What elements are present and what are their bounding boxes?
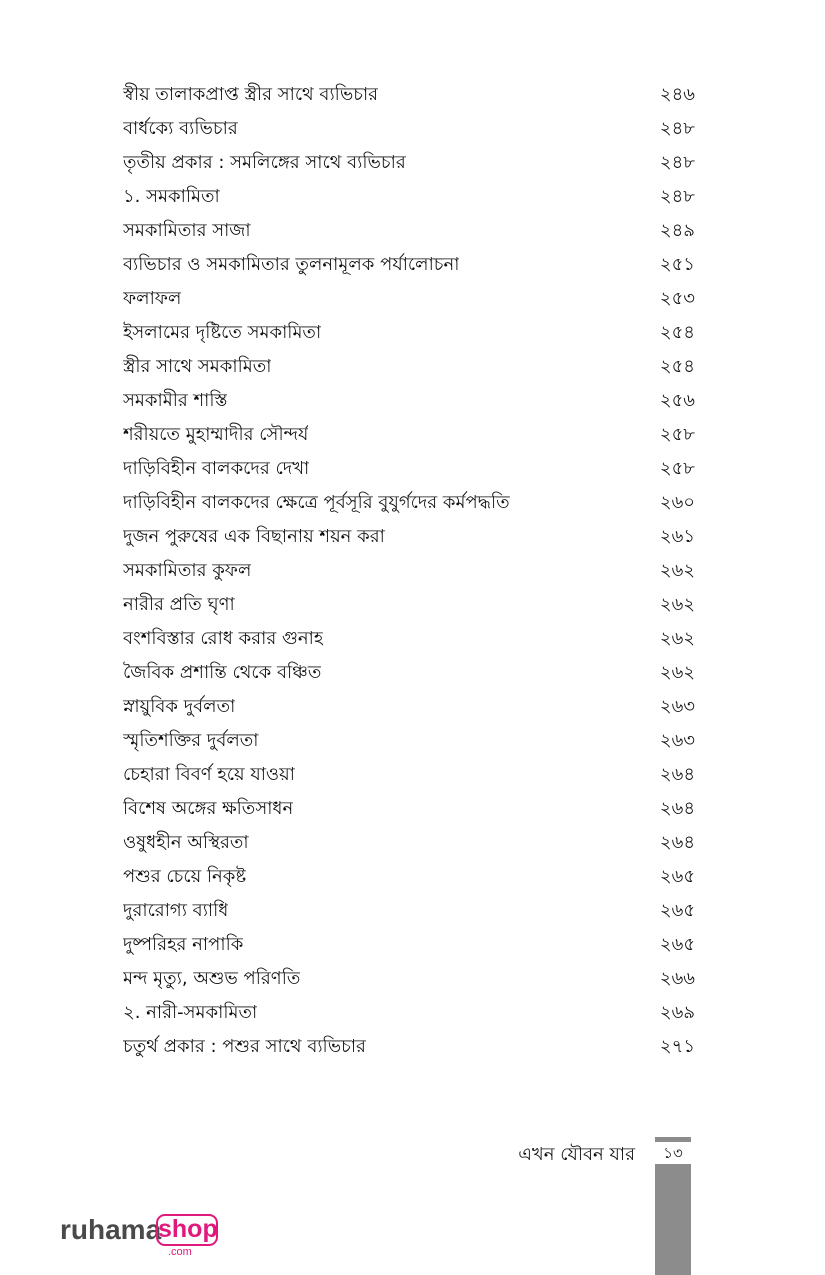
toc-entry-title: চেহারা বিবর্ণ হয়ে যাওয়া xyxy=(123,764,296,785)
toc-entry-title: দুরারোগ্য ব্যাধি xyxy=(123,900,229,921)
toc-entry-title: ১. সমকামিতা xyxy=(123,186,220,207)
toc-entry-title: শরীয়তে মুহাম্মাদীর সৌন্দর্য xyxy=(123,424,309,445)
toc-entry-page: ২৬০ xyxy=(659,492,695,513)
toc-entry-title: দাড়িবিহীন বালকদের ক্ষেত্রে পূর্বসূরি বুযুর্গদের কর্মপদ্ধতি xyxy=(123,492,510,513)
toc-entry-title: পশুর চেয়ে নিকৃষ্ট xyxy=(123,866,247,887)
toc-entry xyxy=(123,690,695,724)
toc-entry-page: ২৬৪ xyxy=(659,832,695,853)
toc-entry-page: ২৬২ xyxy=(659,594,695,615)
toc-entry-page: ২৫৬ xyxy=(659,390,695,411)
toc-entry-page: ২৬৬ xyxy=(659,968,695,989)
table-of-contents xyxy=(123,78,695,1064)
toc-entry-page: ২৬৯ xyxy=(659,1002,695,1023)
toc-entry xyxy=(123,622,695,656)
toc-entry-title: ওষুধহীন অস্থিরতা xyxy=(123,832,249,853)
toc-entry xyxy=(123,418,695,452)
toc-entry-page: ২৫৪ xyxy=(659,356,695,377)
toc-entry-title: তৃতীয় প্রকার : সমলিঙ্গের সাথে ব্যভিচার xyxy=(123,152,406,173)
toc-entry-page: ২৬৫ xyxy=(659,900,695,921)
toc-entry-title: স্নায়ুবিক দুর্বলতা xyxy=(123,696,236,717)
toc-entry-page: ২৫৪ xyxy=(659,322,695,343)
toc-entry-page: ২৭১ xyxy=(659,1036,695,1057)
toc-entry-page: ২৫৩ xyxy=(659,288,695,309)
toc-entry xyxy=(123,214,695,248)
toc-entry-page: ২৪৮ xyxy=(659,186,695,207)
toc-entry xyxy=(123,248,695,282)
toc-entry-page: ২৬৪ xyxy=(659,798,695,819)
logo-text-ruhama: ruhama xyxy=(60,1214,162,1245)
toc-entry-page: ২৬৪ xyxy=(659,764,695,785)
toc-entry xyxy=(123,996,695,1030)
toc-entry xyxy=(123,520,695,554)
toc-entry-page: ২৫১ xyxy=(659,254,695,275)
toc-entry-page: ২৬৫ xyxy=(659,866,695,887)
toc-entry-page: ২৫৮ xyxy=(659,458,695,479)
toc-entry-title: দুষ্পরিহর নাপাকি xyxy=(123,934,244,955)
toc-entry xyxy=(123,350,695,384)
logo-text-shop: shop xyxy=(156,1214,218,1246)
toc-entry-page: ২৬২ xyxy=(659,560,695,581)
toc-entry-title: চতুর্থ প্রকার : পশুর সাথে ব্যভিচার xyxy=(123,1036,366,1057)
toc-entry-title: মন্দ মৃত্যু, অশুভ পরিণতি xyxy=(123,968,301,989)
toc-entry xyxy=(123,588,695,622)
toc-entry-title: সমকামিতার সাজা xyxy=(123,220,251,241)
toc-entry-page: ২৬৩ xyxy=(659,696,695,717)
toc-entry xyxy=(123,860,695,894)
toc-entry-title: ফলাফল xyxy=(123,288,182,309)
toc-entry-title: দাড়িবিহীন বালকদের দেখা xyxy=(123,458,310,479)
toc-entry-title: স্ত্রীর সাথে সমকামিতা xyxy=(123,356,272,377)
toc-entry xyxy=(123,452,695,486)
toc-entry-title: নারীর প্রতি ঘৃণা xyxy=(123,594,235,615)
toc-entry-title: স্মৃতিশক্তির দুর্বলতা xyxy=(123,730,259,751)
toc-entry-page: ২৬২ xyxy=(659,662,695,683)
toc-entry xyxy=(123,656,695,690)
toc-entry xyxy=(123,316,695,350)
toc-entry-page: ২৬৩ xyxy=(659,730,695,751)
logo-text-domain: .com xyxy=(168,1246,192,1258)
toc-entry-page: ২৪৬ xyxy=(659,84,695,105)
toc-entry xyxy=(123,554,695,588)
page-number: ১৩ xyxy=(655,1142,691,1164)
toc-entry xyxy=(123,894,695,928)
toc-entry-title: সমকামিতার কুফল xyxy=(123,560,252,581)
toc-entry-page: ২৪৯ xyxy=(659,220,695,241)
toc-entry xyxy=(123,928,695,962)
toc-entry-title: দুজন পুরুষের এক বিছানায় শয়ন করা xyxy=(123,526,385,547)
toc-entry xyxy=(123,792,695,826)
toc-entry-page: ২৪৮ xyxy=(659,118,695,139)
toc-entry-title: ইসলামের দৃষ্টিতে সমকামিতা xyxy=(123,322,322,343)
toc-entry xyxy=(123,486,695,520)
toc-entry-title: স্বীয় তালাকপ্রাপ্ত স্ত্রীর সাথে ব্যভিচার xyxy=(123,84,379,105)
toc-entry xyxy=(123,758,695,792)
toc-entry-page: ২৬১ xyxy=(659,526,695,547)
toc-entry-page: ২৪৮ xyxy=(659,152,695,173)
toc-entry-title: বংশবিস্তার রোধ করার গুনাহ xyxy=(123,628,324,649)
toc-entry xyxy=(123,384,695,418)
toc-entry xyxy=(123,146,695,180)
toc-entry-page: ২৫৮ xyxy=(659,424,695,445)
toc-entry xyxy=(123,724,695,758)
toc-entry-title: ব্যভিচার ও সমকামিতার তুলনামূলক পর্যালোচনা xyxy=(123,254,460,275)
toc-entry-page: ২৬৫ xyxy=(659,934,695,955)
toc-entry-title: ২. নারী-সমকামিতা xyxy=(123,1002,258,1023)
toc-entry-page: ২৬২ xyxy=(659,628,695,649)
toc-entry-title: বার্ধক্যে ব্যভিচার xyxy=(123,118,238,139)
toc-entry xyxy=(123,282,695,316)
toc-entry xyxy=(123,180,695,214)
toc-entry xyxy=(123,962,695,996)
toc-entry xyxy=(123,78,695,112)
running-title: এখন যৌবন যার xyxy=(518,1144,635,1165)
toc-entry-title: সমকামীর শাস্তি xyxy=(123,390,228,411)
toc-entry xyxy=(123,112,695,146)
toc-entry-title: বিশেষ অঙ্গের ক্ষতিসাধন xyxy=(123,798,294,819)
toc-entry xyxy=(123,1030,695,1064)
toc-entry xyxy=(123,826,695,860)
toc-entry-title: জৈবিক প্রশান্তি থেকে বঞ্চিত xyxy=(123,662,322,683)
